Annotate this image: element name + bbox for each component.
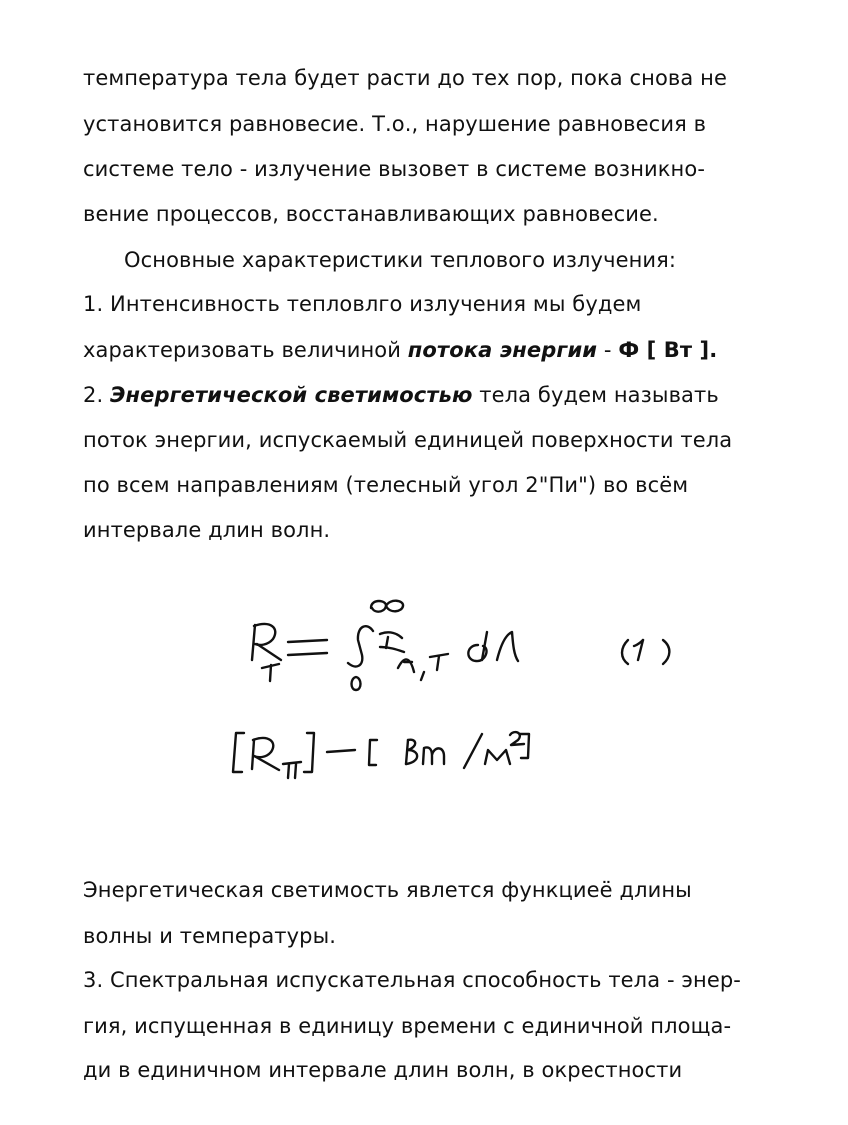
text-line-7-dash: - xyxy=(597,338,619,362)
text-line-2: установится равновесие. Т.о., нарушение равновесия в xyxy=(83,112,707,136)
text-line-14: 3. Спектральная испускательная способность тела - энер- xyxy=(83,968,741,992)
term-energy-flux: потока энергии xyxy=(407,338,598,362)
text-line-8-start: 2. xyxy=(83,383,111,407)
text-line-10: по всем направлениям (телесный угол 2"Пи") во всём xyxy=(83,473,689,497)
text-line-16: ди в единичном интервале длин волн, в окрестности xyxy=(83,1058,683,1082)
term-energy-luminosity: Энергетической светимостью xyxy=(110,383,473,407)
text-line-8-end: тела будем называть xyxy=(472,383,719,407)
text-line-1: температура тела будет расти до тех пор, пока снова не xyxy=(83,66,727,90)
text-line-6: 1. Интенсивность тепловлго излучения мы будем xyxy=(83,292,642,316)
text-line-11: интервале длин волн. xyxy=(83,518,331,542)
text-line-7-start: характеризовать величиной xyxy=(83,338,408,362)
unit-watt: Ф [ Вт ]. xyxy=(618,338,718,362)
text-line-12: Энергетическая светимость явлется функциеё длины xyxy=(83,878,692,902)
text-line-4: вение процессов, восстанавливающих равновесие. xyxy=(83,202,659,226)
text-line-15: гия, испущенная в единицу времени с единичной площа- xyxy=(83,1014,732,1038)
section-heading: Основные характеристики теплового излучения: xyxy=(124,248,677,272)
text-line-13: волны и температуры. xyxy=(83,924,337,948)
text-line-9: поток энергии, испускаемый единицей поверхности тела xyxy=(83,428,733,452)
text-line-3: системе тело - излучение вызовет в системе возникно- xyxy=(83,157,706,181)
